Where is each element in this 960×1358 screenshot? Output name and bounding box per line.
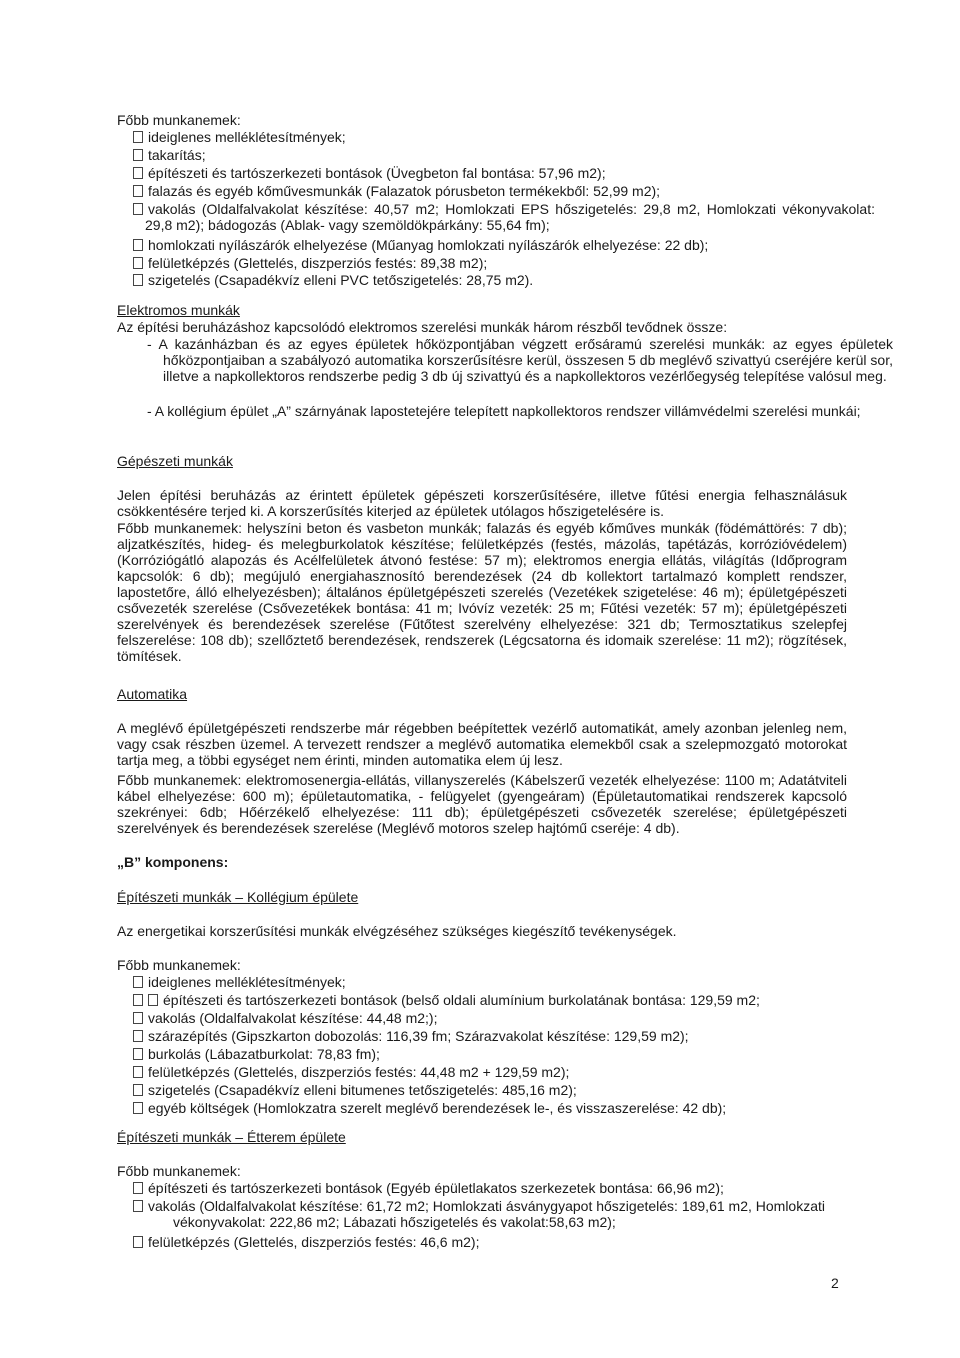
checkbox-icon (133, 1030, 143, 1042)
list-item: ideiglenes melléklétesítmények; (117, 129, 875, 145)
checkbox-icon (133, 1084, 143, 1096)
checkbox-icon (133, 1048, 143, 1060)
list-item: ideiglenes melléklétesítmények; (117, 974, 875, 990)
list-item: vakolás (Oldalfalvakolat készítése: 40,57 m2; Homlokzati EPS hőszigetelés: 29,8 m2, Homlokzati vékonyvakolat: 29,8 m2); bádogozás (Ablak- vagy szemöldökpárkány: 55,64 fm); (117, 201, 875, 233)
list-item: felületképzés (Glettelés, diszperziós festés: 44,48 m2 + 129,59 m2); (117, 1064, 875, 1080)
paragraph: Az energetikai korszerűsítési munkák elvégzéséhez szükséges kiegészítő tevékenységek. (117, 923, 677, 939)
paragraph: Jelen építési beruházás az érintett épületek gépészeti korszerűsítésére, illetve fűtési energia felhasználásuk csökkentésére terjed ki. A korszerűsítés kiterjed az épületek utólagos hőszigetelésére is. (117, 487, 847, 519)
section-heading-kollegium: Építészeti munkák – Kollégium épülete (117, 889, 359, 905)
checkbox-icon (133, 1012, 143, 1024)
page-number: 2 (831, 1275, 839, 1291)
list-item: - A kollégium épület „A” szárnyának lapostetejére telepített napkollektoros rendszer villámvédelmi szerelési munkái; (147, 403, 861, 419)
checkbox-icon (133, 131, 143, 143)
checkbox-icon (133, 1182, 143, 1194)
checkbox-icon (133, 274, 143, 286)
list-item: szigetelés (Csapadékvíz elleni PVC tetőszigetelés: 28,75 m2). (117, 272, 875, 288)
list-item: szárazépítés (Gipszkarton dobozolás: 116,39 fm; Szárazvakolat készítése: 129,59 m2); (117, 1028, 875, 1044)
checkbox-icon (133, 1200, 143, 1212)
list-item: vakolás (Oldalfalvakolat készítése: 44,48 m2;); (117, 1010, 875, 1026)
list-item: egyéb költségek (Homlokzatra szerelt meglévő berendezések le-, és visszaszerelése: 42 db); (117, 1100, 875, 1116)
list-item: vakolás (Oldalfalvakolat készítése: 61,72 m2; Homlokzati ásványgyapot hőszigetelés: 189,61 m2, Homlokzati vékonyvakolat: 222,86 m2; Lábazati hőszigetelés és vakolat:58,63 m2); (117, 1198, 903, 1230)
paragraph: A meglévő épületgépészeti rendszerbe már régebben beépítettek vezérlő automatikát, amely azonban jelenleg nem, vagy csak részben üzemel. A tervezett rendszer a meglévő automatika elemekből csak a szelepmozgató motorokat tartja meg, a többi egységet nem érinti, minden automatika elem új lesz. (117, 720, 847, 768)
main-works-title: Főbb munkanemek: (117, 957, 241, 973)
checkbox-icon (133, 149, 143, 161)
checkbox-icon (133, 203, 143, 215)
list-item: szigetelés (Csapadékvíz elleni bitumenes tetőszigetelés: 485,16 m2); (117, 1082, 875, 1098)
main-works-title: Főbb munkanemek: (117, 112, 241, 128)
list-item: építészeti és tartószerkezeti bontások (Egyéb épületlakatos szerkezetek bontása: 66,96 m2); (117, 1180, 875, 1196)
electric-intro: Az építési beruházáshoz kapcsolódó elektromos szerelési munkák három részből tevődnek össze: (117, 319, 728, 335)
checkbox-icon (133, 1102, 143, 1114)
paragraph: Főbb munkanemek: elektromosenergia-ellátás, villanyszerelés (Kábelszerű vezeték elhelyezése: 1100 m; Adatátviteli kábel elhelyezése: 600 m); épületautomatika, - felügyelet (gyengeáram) (Épületautomatikai rendszerek kapcsoló szekrényei: 6db; Hőérzékelő elhelyezése: 111 db); épületgépészeti csővezeték szerelése; épületgépészeti szerelvények és berendezések szerelése (Meglévő motoros szelep hajtómű cseréje: 4 db). (117, 772, 847, 836)
main-works-title: Főbb munkanemek: (117, 1163, 241, 1179)
list-item: felületképzés (Glettelés, diszperziós festés: 46,6 m2); (117, 1234, 875, 1250)
checkbox-icon (148, 994, 158, 1006)
section-heading-electric: Elektromos munkák (117, 302, 240, 318)
checkbox-icon (133, 976, 143, 988)
checkbox-icon (133, 185, 143, 197)
b-component-heading: „B” komponens: (117, 854, 229, 870)
section-heading-mechanical: Gépészeti munkák (117, 453, 233, 469)
checkbox-icon (133, 239, 143, 251)
checkbox-icon (133, 257, 143, 269)
section-heading-automation: Automatika (117, 686, 188, 702)
list-item: falazás és egyéb kőművesmunkák (Falazatok pórusbeton termékekből: 52,99 m2); (117, 183, 875, 199)
list-item: építészeti és tartószerkezeti bontások (belső oldali alumínium burkolatának bontása: 129,59 m2; (117, 992, 875, 1008)
list-item: felületképzés (Glettelés, diszperziós festés: 89,38 m2); (117, 255, 875, 271)
checkbox-icon (133, 994, 143, 1006)
checkbox-icon (133, 1236, 143, 1248)
section-heading-etterem: Építészeti munkák – Étterem épülete (117, 1129, 346, 1145)
checkbox-icon (133, 1066, 143, 1078)
paragraph: Főbb munkanemek: helyszíni beton és vasbeton munkák; falazás és egyéb kőműves munkák (födémáttörés: 7 db); aljzatkészítés, hideg- és melegburkolatok készítése; felületképzés (festés, mázolás, tapétázás, korrózióvédelem) (Korróziógátló alapozás és Acélfelületek átvonó festése: 57 m); elektromos energia ellátás, világítás (Időprogram kapcsolók: 6 db); megújuló energiahasznosító berendezések (24 db kollektort tartalmazó komplett rendszer, lapostetőre, álló elhelyezésben); általános épületgépészeti szerelés (Vezetékek szigetelése: 46 m); épületgépészeti csővezeték szerelése (Csővezetékek bontása: 41 m; Ivóvíz vezeték: 25 m; Fűtési vezeték: 57 m); épületgépészeti szerelvények és berendezések szerelése (Fűtőtest szerelvény elhelyezése: 321 db; Termosztatikus szelepfej felszerelése: 108 db); szellőztető berendezések, rendszerek (Légcsatorna és idomaik szerelése: 11 m2); rögzítések, tömítések. (117, 520, 847, 664)
list-item: - A kazánházban és az egyes épületek hőközpontjában végzett erősáramú szerelési munkák: az egyes épületek hőközpontjaiban a szabályozó automatika korszerűsítésre kerül, összesen 5 db meglévő szivattyú cseréjére kerül sor, illetve a napkollektoros rendszerbe pedig 3 db új szivattyú és a napkollektoros vezérlőegység telepítése valósul meg. (147, 336, 893, 384)
list-item: homlokzati nyílászárók elhelyezése (Műanyag homlokzati nyílászárók elhelyezése: 22 db); (117, 237, 875, 253)
list-item: takarítás; (117, 147, 875, 163)
checkbox-icon (133, 167, 143, 179)
list-item: burkolás (Lábazatburkolat: 78,83 fm); (117, 1046, 875, 1062)
list-item: építészeti és tartószerkezeti bontások (Üvegbeton fal bontása: 57,96 m2); (117, 165, 875, 181)
